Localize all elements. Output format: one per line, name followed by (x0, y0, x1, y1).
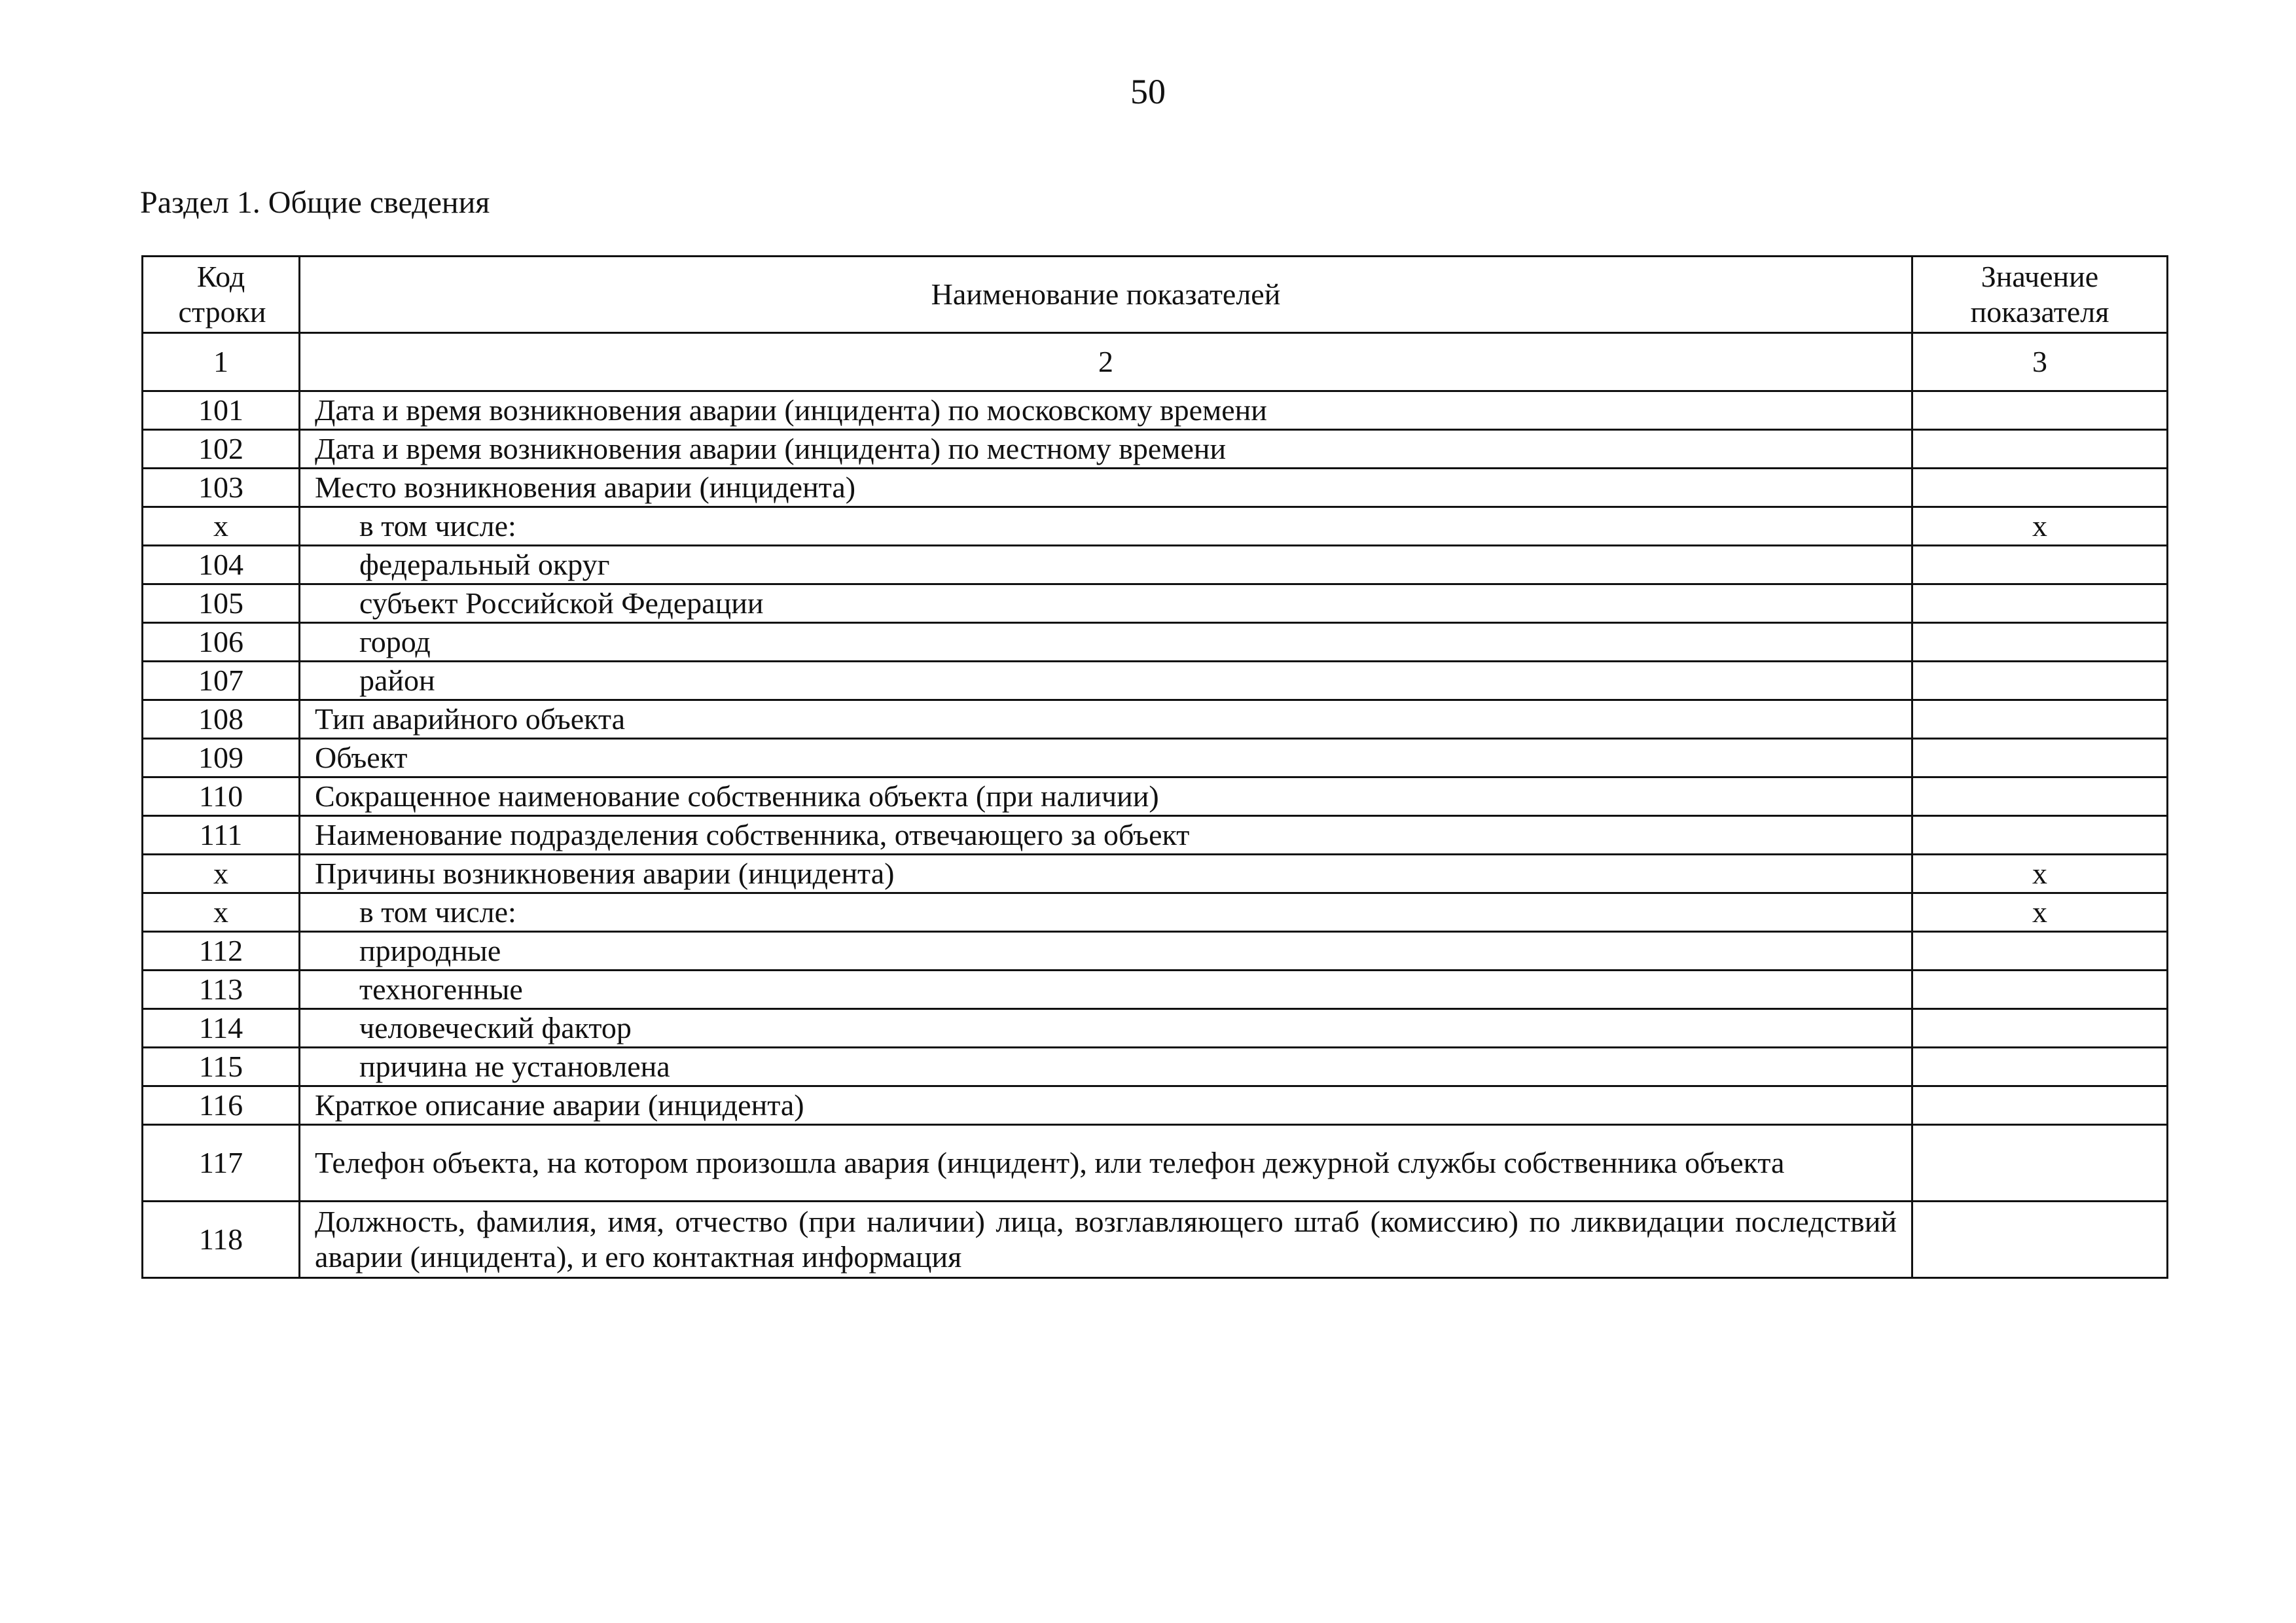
row-value-cell[interactable] (1912, 971, 2168, 1009)
row-code: 110 (143, 777, 300, 816)
row-value-cell[interactable] (1912, 700, 2168, 739)
table-row-101 (143, 391, 2168, 430)
table-row-108 (143, 700, 2168, 739)
row-code: 108 (143, 700, 300, 739)
row-code: 106 (143, 623, 300, 662)
row-name: Объект (300, 739, 1912, 777)
section-title: Раздел 1. Общие сведения (140, 185, 490, 220)
row-code: 103 (143, 469, 300, 507)
table-row-107 (143, 662, 2168, 700)
row-name: человеческий фактор (300, 1009, 1912, 1048)
indicators-table (141, 255, 2168, 1279)
row-code: 113 (143, 971, 300, 1009)
row-name: Телефон объекта, на котором произошла авария (инцидент), или телефон дежурной службы собственника объекта (300, 1125, 1912, 1202)
row-name: в том числе: (300, 507, 1912, 546)
row-value-cell[interactable] (1912, 584, 2168, 623)
row-code: 102 (143, 430, 300, 469)
row-code: 117 (143, 1125, 300, 1202)
row-code: х (143, 507, 300, 546)
row-value-cell[interactable] (1912, 777, 2168, 816)
table-row-109 (143, 739, 2168, 777)
row-code: 118 (143, 1202, 300, 1278)
row-name: федеральный округ (300, 546, 1912, 584)
row-name: причина не установлена (300, 1048, 1912, 1086)
page-number: 50 (1130, 72, 1166, 111)
row-name: Тип аварийного объекта (300, 700, 1912, 739)
table-row-location-including (143, 507, 2168, 546)
row-code: 109 (143, 739, 300, 777)
row-code: 105 (143, 584, 300, 623)
row-name: город (300, 623, 1912, 662)
row-value-cell[interactable] (1912, 739, 2168, 777)
row-code: 101 (143, 391, 300, 430)
row-value-cell[interactable] (1912, 623, 2168, 662)
column-number-3: 3 (1912, 333, 2168, 391)
row-value-cell: х (1912, 893, 2168, 932)
row-name: Должность, фамилия, имя, отчество (при наличии) лица, возглавляющего штаб (комиссию) по ликвидации последствий аварии (инцидента), и его контактная информация (300, 1202, 1912, 1278)
header-value-text: Значение показателя (1970, 260, 2109, 329)
row-code: 111 (143, 816, 300, 855)
row-value-cell[interactable] (1912, 1202, 2168, 1278)
row-name: Наименование подразделения собственника, отвечающего за объект (300, 816, 1912, 855)
header-code (143, 257, 300, 333)
row-value-cell[interactable] (1912, 1086, 2168, 1125)
row-value-cell: х (1912, 507, 2168, 546)
row-value-cell[interactable] (1912, 662, 2168, 700)
table-row-causes (143, 855, 2168, 893)
table-row-103 (143, 469, 2168, 507)
row-code: 114 (143, 1009, 300, 1048)
table-header-row (143, 257, 2168, 333)
table-row-118 (143, 1202, 2168, 1278)
row-value-cell[interactable] (1912, 816, 2168, 855)
row-name: Дата и время возникновения аварии (инцидента) по местному времени (300, 430, 1912, 469)
header-name: Наименование показателей (300, 257, 1912, 333)
row-name: район (300, 662, 1912, 700)
row-name: Дата и время возникновения аварии (инцидента) по московскому времени (300, 391, 1912, 430)
table-row-113 (143, 971, 2168, 1009)
row-name: Сокращенное наименование собственника объекта (при наличии) (300, 777, 1912, 816)
row-name: природные (300, 932, 1912, 971)
column-number-2: 2 (300, 333, 1912, 391)
row-value-cell[interactable] (1912, 469, 2168, 507)
row-value-cell[interactable] (1912, 391, 2168, 430)
row-code: 107 (143, 662, 300, 700)
column-number-1: 1 (143, 333, 300, 391)
row-name: субъект Российской Федерации (300, 584, 1912, 623)
table-row-114 (143, 1009, 2168, 1048)
row-name: Причины возникновения аварии (инцидента) (300, 855, 1912, 893)
row-value-cell[interactable] (1912, 1048, 2168, 1086)
row-code: 112 (143, 932, 300, 971)
table-row-106 (143, 623, 2168, 662)
row-value-cell[interactable] (1912, 1125, 2168, 1202)
row-code: х (143, 893, 300, 932)
table-row-116 (143, 1086, 2168, 1125)
table-row-105 (143, 584, 2168, 623)
table-row-causes-including (143, 893, 2168, 932)
row-code: 104 (143, 546, 300, 584)
row-name: техногенные (300, 971, 1912, 1009)
row-value-cell[interactable] (1912, 1009, 2168, 1048)
row-value-cell[interactable] (1912, 546, 2168, 584)
header-code-text: Код строки (178, 260, 266, 329)
table-row-117 (143, 1125, 2168, 1202)
row-code: 116 (143, 1086, 300, 1125)
row-value-cell[interactable] (1912, 430, 2168, 469)
row-value-cell[interactable] (1912, 932, 2168, 971)
row-name: в том числе: (300, 893, 1912, 932)
row-value-cell: х (1912, 855, 2168, 893)
row-code: 115 (143, 1048, 300, 1086)
header-value (1912, 257, 2168, 333)
row-name: Место возникновения аварии (инцидента) (300, 469, 1912, 507)
table-row-110 (143, 777, 2168, 816)
table-row-115 (143, 1048, 2168, 1086)
row-code: х (143, 855, 300, 893)
row-name: Краткое описание аварии (инцидента) (300, 1086, 1912, 1125)
column-numbers-row (143, 333, 2168, 391)
table-row-104 (143, 546, 2168, 584)
table-row-111 (143, 816, 2168, 855)
table-row-112 (143, 932, 2168, 971)
table-row-102 (143, 430, 2168, 469)
